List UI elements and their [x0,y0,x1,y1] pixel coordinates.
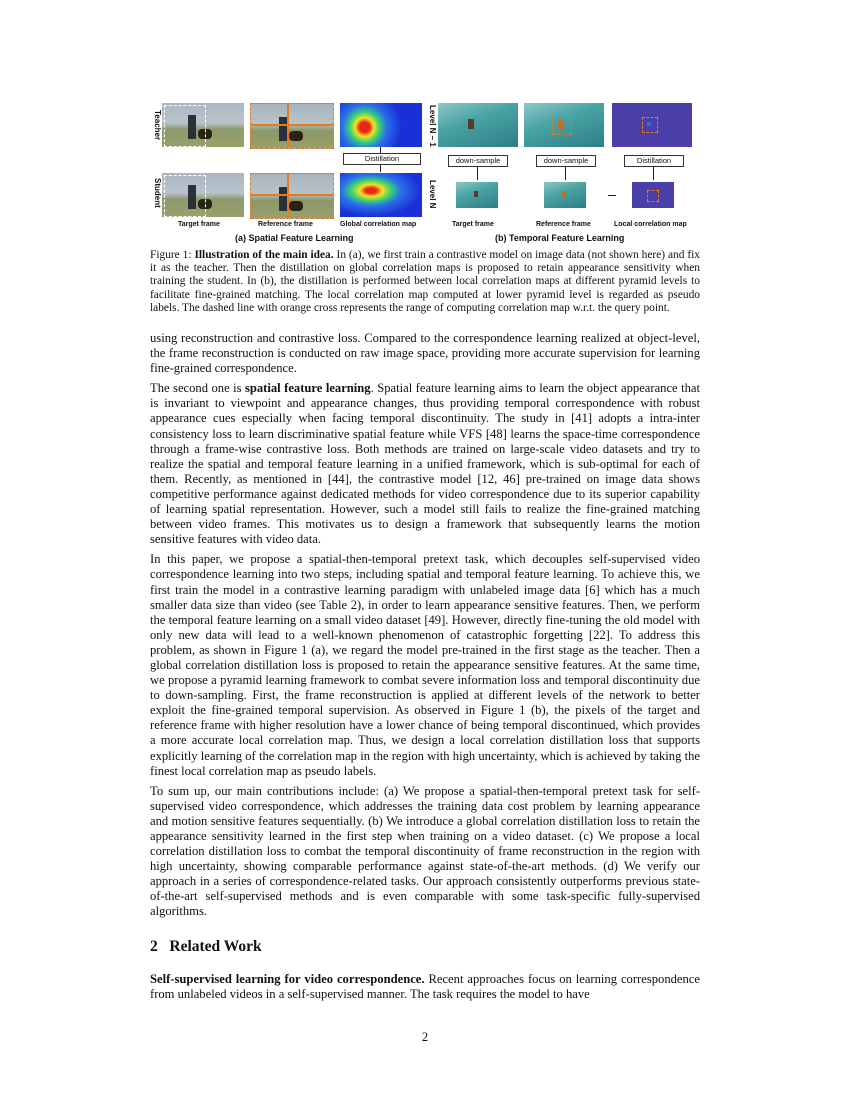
body-text [150,331,700,920]
downsample-box-2: down-sample [536,155,596,167]
paragraph-3: In this paper, we propose a spatial-then-temporal pretext task, which decouples self-supervised video correspondence learning into two steps, including spatial and temporal feature learning. To achieve this, we first train the model in a contrastive learning paradigm with unlabeled image data [6] which has a much smaller data size than video (see Table 2), in order to learn appearance sensitive features. Then, we perform the temporal feature learning on a small video dataset [49]. However, directly fine-tuning the old model with only new data will lead to a well-known phenomenon of catastrophic forgetting [22]. To address this problem, as shown in Figure 1 (a), we regard the model pre-trained in the first stage as the teacher. Then a global correlation distillation loss is proposed to retain the appearance sensitive features. At the same time, we propose a pyramid learning framework to combat severe information loss and temporal discontinuity due to down-sampling. First, the frame reconstruction is applied at different levels of the network to better exploit the fine-grained temporal supervision. As observed in Figure 1 (b), the pixels of the target and reference frame with higher resolution have a lower chance of being temporal discontinued, which provides a more accurate local correlation map. Thus, we design a local correlation distillation loss that supports explicitly learning of the correlation map in the region with high uncertainty, which is achieved by taking the finest local correlation map as pseudo labels. [150,552,700,778]
paragraph-1: using reconstruction and contrastive loss. Compared to the correspondence learning realized at object-level, the frame reconstruction is conducted on raw image space, providing more accurate supervision for learning fine-grained correspondence. [150,331,700,376]
local-correlation-map-label: Local correlation map [614,221,687,228]
related-text: Recent approaches focus on learning correspondence from unlabeled videos in a self-supervised manner. The task requires the model to have [150,972,700,1002]
student-global-correlation-map [340,173,422,217]
arrow-distill [653,166,654,180]
section-title: Related Work [169,938,262,955]
paragraph-2: The second one is spatial feature learning. Spatial feature learning aims to learn the object appearance that is invariant to viewpoint and appearance changes, thus providing temporal correspondence with robust appearance cues especially when facing temporal discontinuity. The study in [41] adopts a intra-inter consistency loss to learn discriminative spatial feature while VFS [48] learns the space-time correspondence through a frame-wise contrastive loss. Both methods are trained on large-scale video datasets and try to realize the spatial and temporal feature learning in a unified framework, which is sub-optimal for each of them. Recently, as mentioned in [44], the contrastive model [12, 46] pre-trained on image data shows competitive performance against dedicated methods for video correspondence due to its superior capability of learning spatial representation. However, such a model still fails to realize the fine-grained matching between video frames. This motivates us to design a framework that subsequently learns the motion sensitive features with video data. [150,381,700,547]
student-label: Student [153,178,162,208]
right-reference-frame-label: Reference frame [536,221,591,228]
arrow-right [608,195,616,196]
left-reference-frame-label: Reference frame [258,221,313,228]
level-n1-target-image [438,103,518,147]
student-reference-image [250,173,334,219]
subcaption-a: (a) Spatial Feature Learning [235,233,354,243]
arrow-ds2 [565,166,566,180]
level-n1-local-correlation-map [612,103,692,147]
level-n-reference-image [544,182,586,208]
teacher-target-image [162,103,244,147]
caption-body: In (a), we first train a contrastive model on image data (not shown here) and fix it as the teacher. Then the distillation on global correlation maps is proposed to retain appearance sensitivity when training the student. In (b), the distillation is performed between local correlation maps at different pyramid levels to facilitate fine-grained matching. The local correlation map computed at lower pyramid level is regarded as pseudo labels. The dashed line with orange cross represents the range of computing correlation map w.r.t. the query point. [150,249,700,314]
level-n1-label: Level N – 1 [428,105,437,147]
distillation-box-right: Distillation [624,155,684,167]
global-correlation-map-label: Global correlation map [340,221,417,228]
teacher-label: Teacher [153,110,162,141]
subcaption-b: (b) Temporal Feature Learning [495,233,625,243]
arrow-down-left-1 [380,147,381,153]
arrow-down-left-2 [380,164,381,172]
section-number: 2 [150,938,158,955]
teacher-global-correlation-map [340,103,422,147]
caption-title: Illustration of the main idea. [194,249,334,261]
caption-label: Figure 1: [150,249,192,261]
level-n1-reference-image [524,103,604,147]
figure-caption [150,249,700,315]
section-heading [150,938,262,956]
related-work-paragraph [150,972,700,1002]
downsample-box-1: down-sample [448,155,508,167]
distillation-box-left: Distillation [343,153,421,165]
level-n-label: Level N [428,180,437,209]
left-target-frame-label: Target frame [178,221,220,228]
paragraph-4: To sum up, our main contributions include: (a) We propose a spatial-then-temporal pretext task for self-supervised video correspondence, which addresses the training data cost problem by learning appearance and motion sensitive features sequentially. (b) We introduce a global correlation distillation loss to retain the appearance sensitivity learned in the first step when training on a video dataset. (c) We propose a local correlation distillation loss to combat the temporal discontinuity of frame reconstruction in the region with high uncertainty, showing comparable performance against state-of-the-art methods. (d) We verify our approach in a series of correspondence-related tasks. Our approach consistently outperforms previous state-of-the-art self-supervised methods and is even comparable with some task-specific fully-supervised algorithms. [150,783,700,919]
figure-1 [150,100,710,248]
right-target-frame-label: Target frame [452,221,494,228]
level-n-target-image [456,182,498,208]
student-target-image [162,173,244,217]
level-n-local-correlation-map [632,182,674,208]
page-number: 2 [421,1030,429,1044]
related-bold: Self-supervised learning for video correspondence. [150,972,425,986]
teacher-reference-image [250,103,334,149]
arrow-ds1 [477,166,478,180]
